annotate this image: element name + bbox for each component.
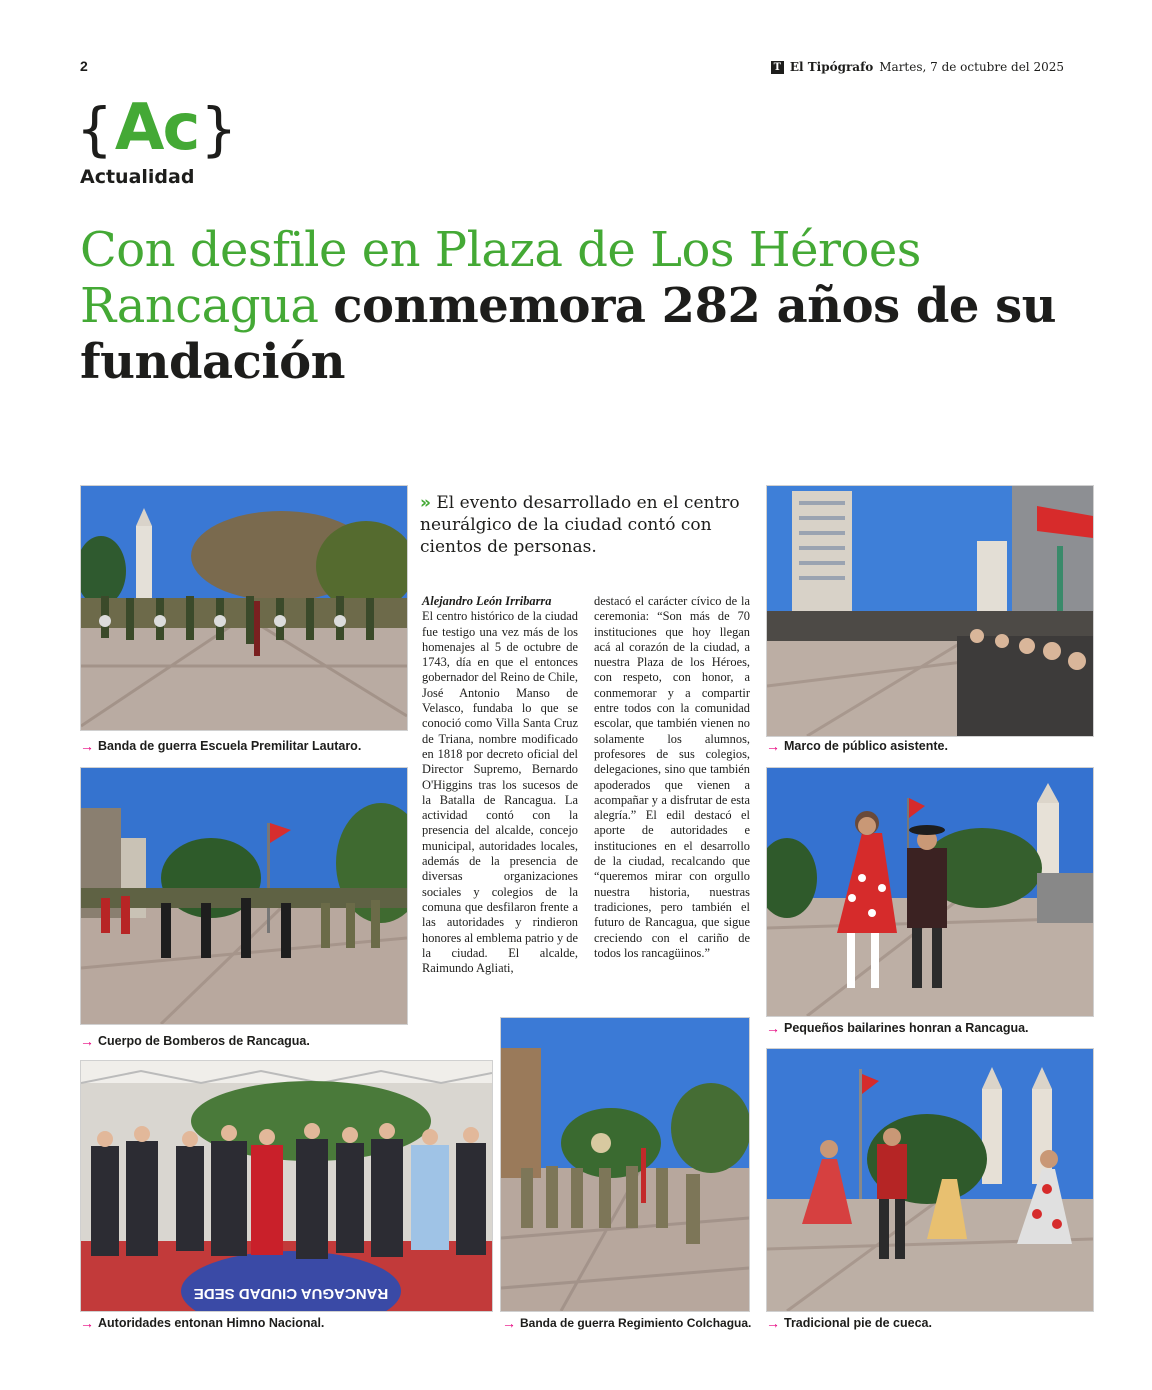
arrow-icon: → xyxy=(766,1315,780,1331)
section-code: Ac xyxy=(114,91,199,165)
caption-cueca: → Tradicional pie de cueca. xyxy=(766,1315,932,1331)
caption-publico: → Marco de público asistente. xyxy=(766,738,948,754)
caption-banda-premilitar: → Banda de guerra Escuela Premilitar Lautaro. xyxy=(80,738,362,754)
caption-bailarines: → Pequeños bailarines honran a Rancagua. xyxy=(766,1020,1029,1036)
arrow-icon: → xyxy=(80,738,94,754)
article-column-2 xyxy=(594,594,750,961)
article-column-1 xyxy=(422,594,578,976)
photo-publico xyxy=(766,485,1094,737)
page-number: 2 xyxy=(80,58,88,74)
arrow-icon: → xyxy=(80,1315,94,1331)
photo-bailarines xyxy=(766,767,1094,1017)
article-text-2: destacó el carácter cívico de la ceremonia: “Son más de 70 instituciones que hoy llegan acá al corazón de la ciudad, a nuestra Plaza de los Héroes, con respeto, con honor, a conmemorar y a compartir entre todos con la comunidad escolar, que también vienen no solamente los alumnos, profesores de sus colegios, delegaciones, sino que también apoderados que vienen a acompañar y a disfrutar de esta alegría.” El edil destacó el aporte de autoridades e instituciones en el desarrollo de la ciudad, recalcando que “queremos mirar con orgullo nuestra historia, nuestras tradiciones, pero también el futuro de Rancagua, que sigue creciendo con el cariño de todos los rancagüinos.” xyxy=(594,594,750,960)
arrow-icon: → xyxy=(766,738,780,754)
brace-close: } xyxy=(200,95,238,163)
photo-bomberos xyxy=(80,767,408,1025)
headline-black: conmemora 282 años de su fundación xyxy=(80,278,1057,390)
section-name: Actualidad xyxy=(80,166,195,188)
section-mark xyxy=(76,91,238,165)
lead-paragraph: » El evento desarrollado en el centro neurálgico de la ciudad contó con cientos de personas. xyxy=(420,493,740,557)
article-text-1: El centro histórico de la ciudad fue testigo una vez más de los homenajes al 5 de octubre de 1743, día en que el entonces gobernador del Reino de Chile, José Antonio Manso de Velasco, fundaba lo que se conoció como Villa Santa Cruz de Triana, nombre modificado en 1818 por decreto oficial del Director Supremo, Bernardo O'Higgins tras los sucesos de la Batalla de Rancagua. La actividad contó con la presencia del alcalde, concejo municipal, autoridades locales, además de la presencia de diversas organizaciones sociales y colegios de la comuna que desfilaron frente a las autoridades y rindieron honores al emblema patrio y de la ciudad. El alcalde, Raimundo Agliati, xyxy=(422,609,578,976)
photo-regimiento-colchagua xyxy=(500,1017,750,1312)
arrow-icon: → xyxy=(766,1020,780,1036)
masthead xyxy=(771,60,1064,74)
caption-regimiento-colchagua: → Banda de guerra Regimiento Colchagua. xyxy=(502,1315,752,1331)
photo-banda-premilitar xyxy=(80,485,408,731)
arrow-icon: → xyxy=(80,1033,94,1049)
newspaper-logo-icon: T xyxy=(771,61,784,74)
issue-date: Martes, 7 de octubre del 2025 xyxy=(879,60,1064,74)
photo-cueca xyxy=(766,1048,1094,1312)
headline-green: Con desfile en Plaza de Los Héroes Rancagua xyxy=(80,222,921,334)
arrow-icon: → xyxy=(502,1315,516,1331)
byline: Alejandro León Irribarra xyxy=(422,594,552,608)
caption-bomberos: → Cuerpo de Bomberos de Rancagua. xyxy=(80,1033,310,1049)
newspaper-name: El Tipógrafo xyxy=(789,60,874,74)
photo-autoridades xyxy=(80,1060,493,1312)
caption-autoridades: → Autoridades entonan Himno Nacional. xyxy=(80,1315,325,1331)
brace-open: { xyxy=(76,95,113,163)
headline xyxy=(80,222,1080,390)
chevron-right-icon: » xyxy=(420,493,431,513)
banner-text: RANCAGUA CIUDAD SEDE xyxy=(193,1285,389,1302)
